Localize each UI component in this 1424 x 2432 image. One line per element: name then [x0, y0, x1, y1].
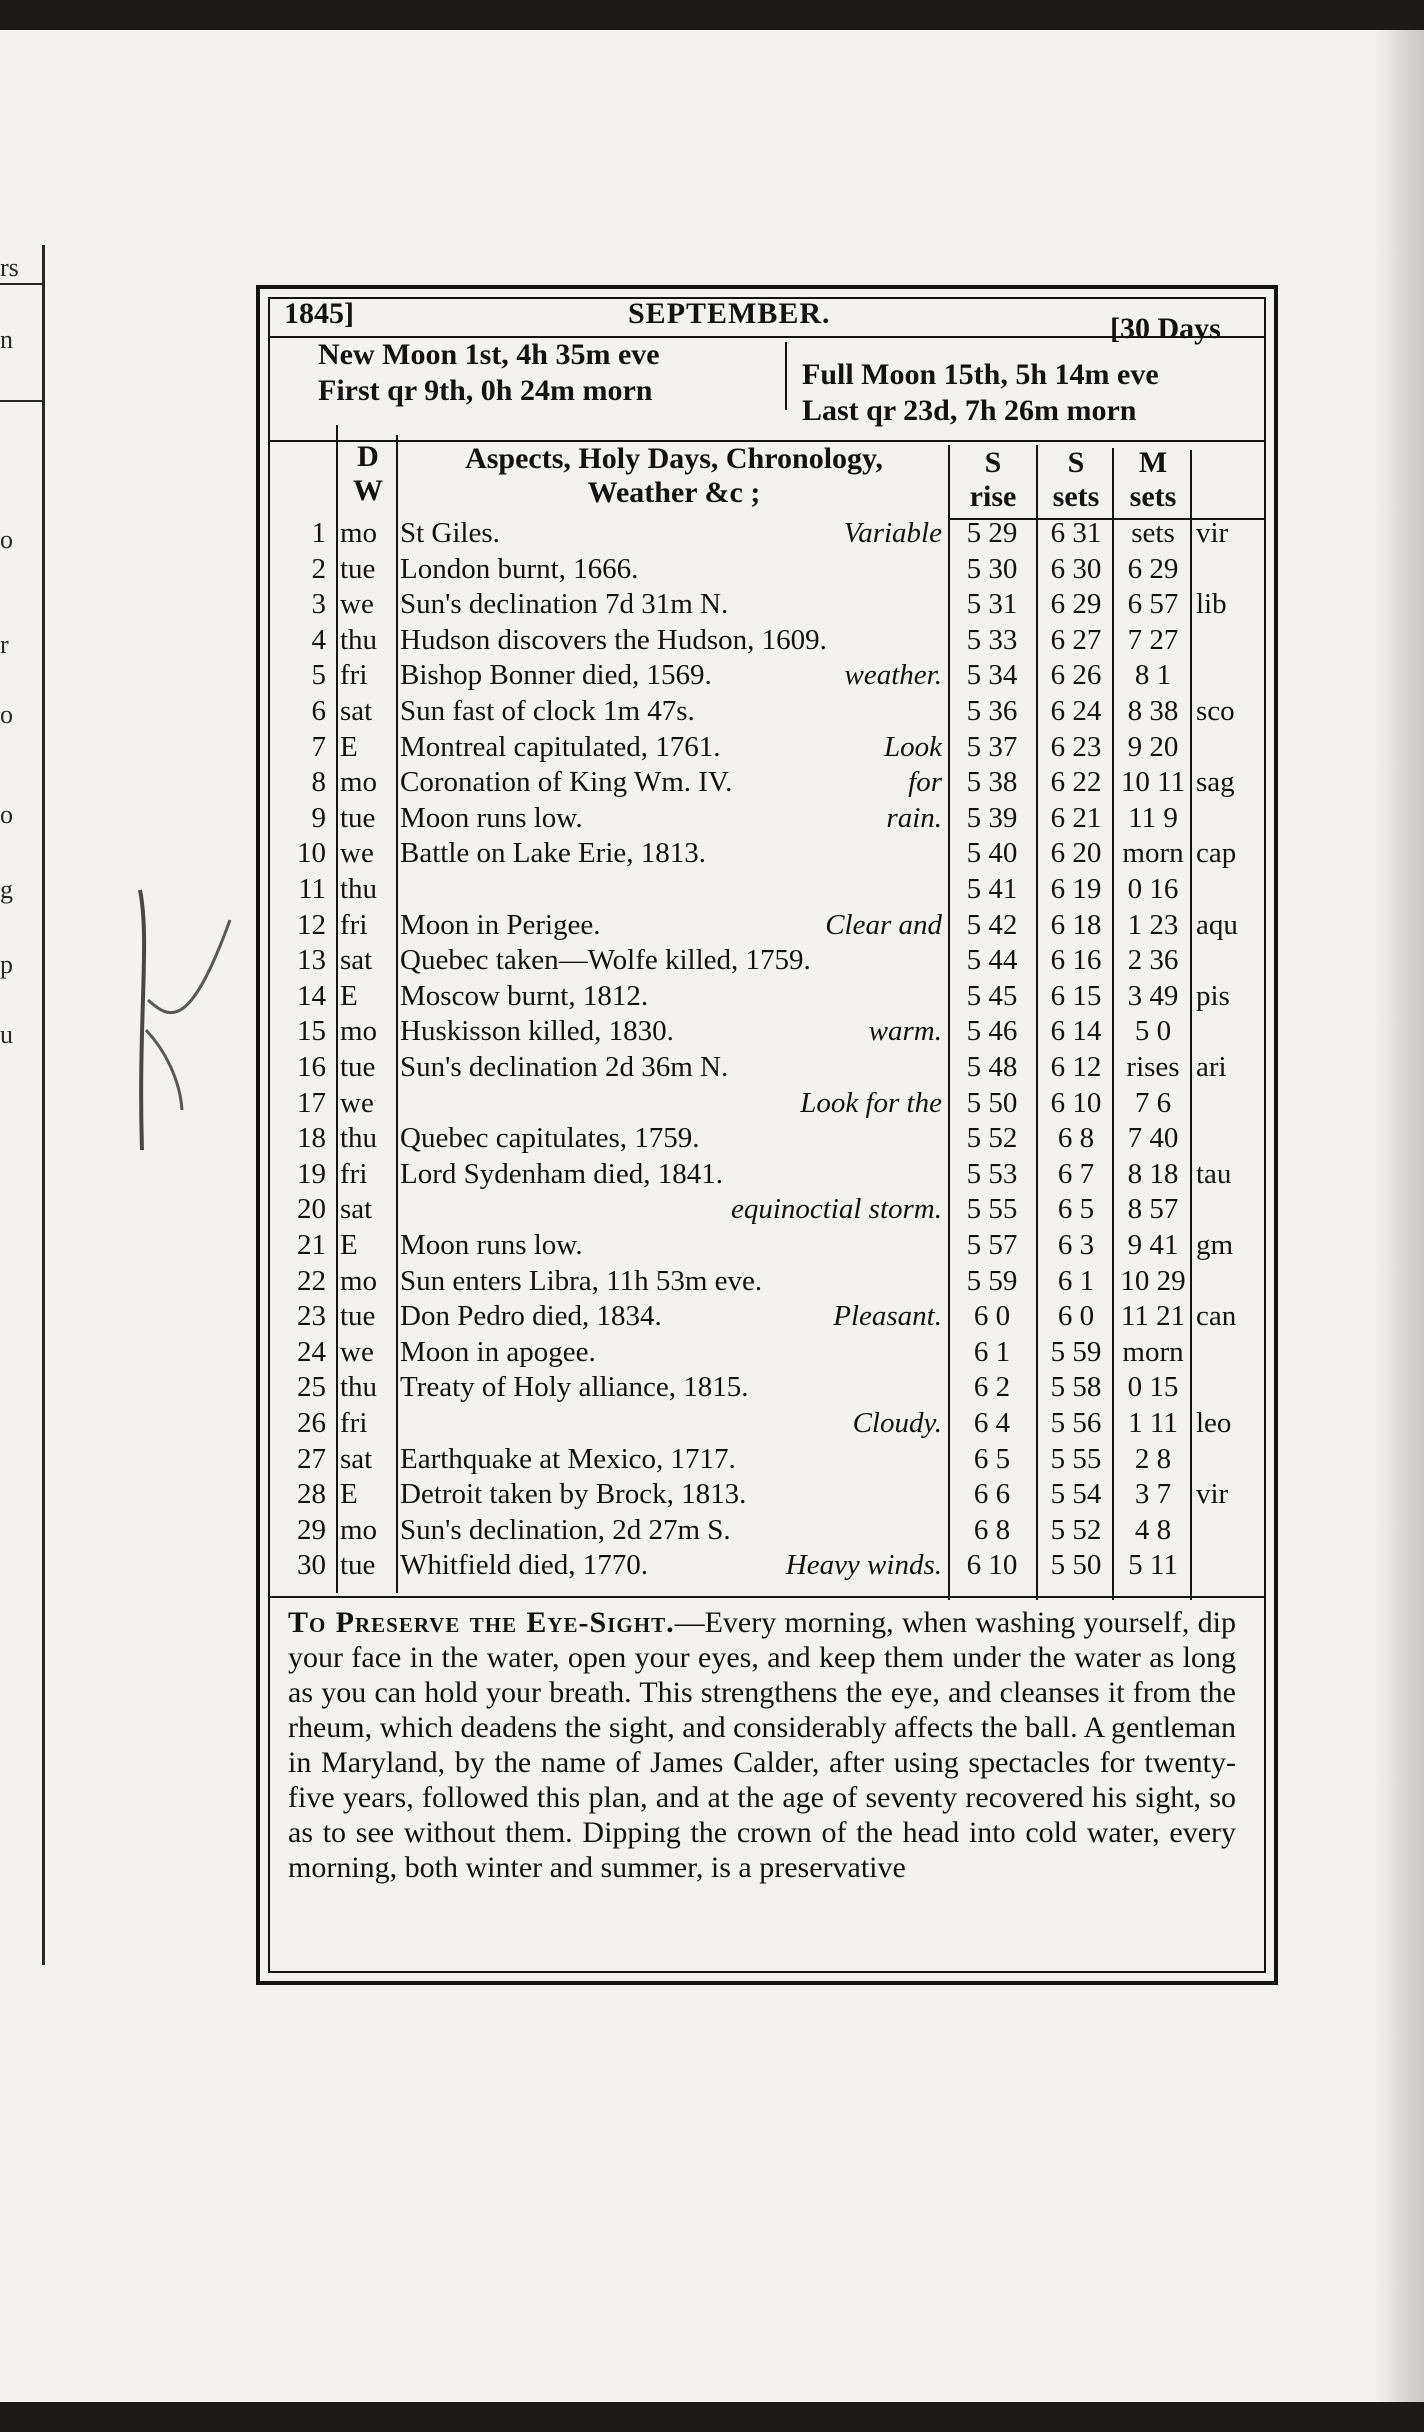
- weather-text: rain.: [886, 801, 942, 834]
- calendar-row: [0, 730, 1424, 765]
- day-number: 3: [311, 588, 326, 621]
- sun-set: 6 16: [1050, 944, 1102, 977]
- calendar-row: [0, 587, 1424, 622]
- day-of-week: we: [340, 588, 374, 621]
- moon-divider: [785, 342, 787, 410]
- event-text: Sun's declination 7d 31m N.: [400, 588, 729, 621]
- day-number: 10: [297, 837, 326, 870]
- sun-sets-heading-bottom: sets: [1052, 480, 1100, 513]
- sun-set: 6 1: [1057, 1264, 1095, 1297]
- day-number: 14: [297, 979, 326, 1012]
- moon-set: 5 0: [1134, 1015, 1172, 1048]
- sun-rise: 5 41: [966, 873, 1018, 905]
- calendar-row: [0, 694, 1424, 729]
- weather-text: Heavy winds.: [785, 1549, 942, 1582]
- aspects-heading: [400, 442, 948, 510]
- day-number: 5: [311, 659, 326, 692]
- day-number: 27: [297, 1442, 326, 1475]
- moon-set: morn: [1122, 837, 1184, 870]
- day-of-week: we: [340, 837, 374, 870]
- day-of-week: fri: [340, 1157, 368, 1190]
- moon-set: 8 38: [1127, 695, 1179, 727]
- sun-set: 6 26: [1050, 659, 1102, 692]
- calendar-row: [0, 1299, 1424, 1334]
- sun-rise: 5 44: [966, 944, 1018, 977]
- event-text: London burnt, 1666.: [400, 552, 639, 585]
- fragment-text: p: [0, 950, 13, 979]
- day-number: 6: [311, 695, 326, 727]
- day-of-week: sat: [340, 1193, 373, 1226]
- sun-rise: 5 40: [966, 837, 1018, 870]
- event-text: Moon runs low.: [400, 801, 583, 834]
- calendar-row: [0, 765, 1424, 800]
- sun-rise: 5 55: [966, 1193, 1018, 1226]
- day-of-week: E: [340, 730, 358, 763]
- zodiac-sign: can: [1196, 1300, 1237, 1333]
- day-of-week: tue: [340, 552, 376, 585]
- table-bottom-rule: [268, 1596, 1266, 1598]
- calendar-row: [0, 1264, 1424, 1299]
- zodiac-sign: vir: [1196, 1478, 1229, 1511]
- sun-rise: 5 59: [966, 1264, 1018, 1297]
- day-of-week: we: [340, 1086, 374, 1119]
- sun-sets-heading-top: S: [1067, 446, 1085, 479]
- day-of-week: fri: [340, 659, 368, 692]
- moon-set: 9 41: [1127, 1229, 1179, 1261]
- moon-set: 2 8: [1134, 1442, 1172, 1475]
- day-number: 1: [311, 517, 326, 549]
- moon-set: 4 8: [1134, 1513, 1172, 1546]
- weather-text: weather.: [844, 659, 942, 692]
- event-text: Moscow burnt, 1812.: [400, 979, 649, 1012]
- sun-rise: 5 42: [966, 908, 1018, 941]
- day-of-week: sat: [340, 1442, 373, 1475]
- fragment-text: g: [0, 875, 13, 904]
- sun-rise: 6 4: [973, 1407, 1011, 1439]
- event-text: Earthquake at Mexico, 1717.: [400, 1442, 736, 1475]
- sun-rise: 6 10: [966, 1549, 1018, 1582]
- sun-rise: 5 45: [966, 979, 1018, 1012]
- day-number: 25: [297, 1371, 326, 1404]
- sun-rise: 5 30: [966, 552, 1018, 585]
- aspects-heading-line1: Aspects, Holy Days, Chronology,: [465, 442, 883, 475]
- moon-sets-heading-top: M: [1138, 446, 1168, 479]
- calendar-row: [0, 1228, 1424, 1263]
- sun-rise: 5 57: [966, 1229, 1018, 1261]
- zodiac-sign: gm: [1196, 1229, 1234, 1261]
- day-of-week: thu: [340, 623, 378, 656]
- sun-rise: 6 5: [973, 1442, 1011, 1475]
- event-text: Moon runs low.: [400, 1229, 583, 1261]
- zodiac-sign: tau: [1196, 1157, 1232, 1190]
- day-of-week: mo: [340, 517, 378, 549]
- sun-rise-heading-top: S: [984, 446, 1002, 479]
- weather-text: for: [908, 766, 942, 799]
- moon-set: 6 29: [1127, 552, 1179, 585]
- fragment-text: r: [0, 630, 9, 659]
- sun-rise: 5 53: [966, 1157, 1018, 1190]
- day-of-week: sat: [340, 944, 373, 977]
- day-number: 23: [297, 1300, 326, 1333]
- sun-rise: 6 2: [973, 1371, 1011, 1404]
- calendar-row: [0, 658, 1424, 693]
- sun-set: 6 19: [1050, 873, 1102, 905]
- moon-set: 7 27: [1127, 623, 1179, 656]
- sun-rise-heading: [952, 446, 1034, 514]
- days-count: [30 Days: [1110, 312, 1221, 345]
- day-of-week: tue: [340, 1051, 376, 1083]
- weather-text: Clear and: [825, 908, 942, 941]
- day-number: 24: [297, 1335, 326, 1368]
- calendar-row: [0, 1406, 1424, 1441]
- sun-set: 6 3: [1057, 1229, 1095, 1261]
- day-number: 7: [311, 730, 326, 763]
- day-number: 16: [297, 1051, 326, 1083]
- calendar-row: [0, 1086, 1424, 1121]
- calendar-row: [0, 516, 1424, 551]
- day-of-week: thu: [340, 1122, 378, 1155]
- sun-set: 5 52: [1050, 1513, 1102, 1546]
- full-moon-text: Full Moon 15th, 5h 14m eve: [802, 358, 1159, 391]
- moon-set: 3 7: [1134, 1478, 1172, 1511]
- sun-rise: 5 37: [966, 730, 1018, 763]
- event-text: Bishop Bonner died, 1569.: [400, 659, 712, 692]
- sun-rise: 5 39: [966, 801, 1018, 834]
- day-number: 28: [297, 1478, 326, 1511]
- moon-set: 6 57: [1127, 588, 1179, 621]
- event-text: Lord Sydenham died, 1841.: [400, 1157, 723, 1190]
- weather-text: warm.: [868, 1015, 942, 1048]
- zodiac-sign: cap: [1196, 837, 1237, 870]
- sun-sets-heading: [1040, 446, 1112, 514]
- fragment-text: u: [0, 1020, 13, 1049]
- calendar-row: [0, 1370, 1424, 1405]
- calendar-row: [0, 623, 1424, 658]
- moon-set: morn: [1122, 1335, 1184, 1368]
- calendar-row: [0, 1335, 1424, 1370]
- day-number: 20: [297, 1193, 326, 1226]
- zodiac-sign: vir: [1196, 517, 1229, 549]
- day-of-week: E: [340, 979, 358, 1012]
- day-of-week: sat: [340, 695, 373, 727]
- sun-rise: 5 46: [966, 1015, 1018, 1048]
- event-text: Sun's declination, 2d 27m S.: [400, 1513, 731, 1546]
- sun-set: 6 12: [1050, 1051, 1102, 1083]
- event-text: Quebec taken—Wolfe killed, 1759.: [400, 944, 811, 977]
- sun-set: 6 20: [1050, 837, 1102, 870]
- sun-set: 6 23: [1050, 730, 1102, 763]
- day-of-week: E: [340, 1478, 358, 1511]
- first-quarter-text: First qr 9th, 0h 24m morn: [318, 374, 653, 407]
- sun-rise: 5 36: [966, 695, 1018, 727]
- day-of-week: mo: [340, 1015, 378, 1048]
- fragment-text: o: [0, 700, 13, 729]
- sun-set: 6 21: [1050, 801, 1102, 834]
- moon-set: 8 57: [1127, 1193, 1179, 1226]
- sun-set: 6 31: [1050, 517, 1102, 549]
- aspects-heading-line2: Weather &c ;: [587, 476, 761, 509]
- day-number: 13: [297, 944, 326, 977]
- sun-rise: 5 52: [966, 1122, 1018, 1155]
- moon-set: 9 20: [1127, 730, 1179, 763]
- day-of-week: thu: [340, 873, 378, 905]
- event-text: Hudson discovers the Hudson, 1609.: [400, 623, 827, 656]
- sun-set: 6 14: [1050, 1015, 1102, 1048]
- calendar-row: [0, 1014, 1424, 1049]
- day-number: 18: [297, 1122, 326, 1155]
- moon-sets-heading-bottom: sets: [1129, 480, 1177, 513]
- day-of-week: fri: [340, 1407, 368, 1439]
- last-quarter-text: Last qr 23d, 7h 26m morn: [802, 394, 1137, 427]
- moon-set: 10 11: [1120, 766, 1186, 799]
- day-number: 15: [297, 1015, 326, 1048]
- day-number: 19: [297, 1157, 326, 1190]
- sun-set: 6 7: [1057, 1157, 1095, 1190]
- calendar-row: [0, 979, 1424, 1014]
- event-text: Detroit taken by Brock, 1813.: [400, 1478, 747, 1511]
- day-of-week: tue: [340, 1549, 376, 1582]
- sun-rise-heading-bottom: rise: [969, 480, 1017, 513]
- event-text: Moon in Perigee.: [400, 908, 601, 941]
- sun-rise: 5 31: [966, 588, 1018, 621]
- sun-set: 6 15: [1050, 979, 1102, 1012]
- sun-rise: 5 29: [966, 517, 1018, 549]
- event-text: Battle on Lake Erie, 1813.: [400, 837, 707, 870]
- sun-rise: 5 38: [966, 766, 1018, 799]
- moon-set: 11 21: [1120, 1300, 1186, 1333]
- weather-text: Cloudy.: [852, 1407, 942, 1439]
- day-of-week: E: [340, 1229, 358, 1261]
- day-of-week: mo: [340, 1264, 378, 1297]
- day-of-week: we: [340, 1335, 374, 1368]
- calendar-row: [0, 1121, 1424, 1156]
- moon-set: 3 49: [1127, 979, 1179, 1012]
- weather-text: Look for the: [800, 1086, 942, 1119]
- day-number: 22: [297, 1264, 326, 1297]
- sun-rise: 5 48: [966, 1051, 1018, 1083]
- moon-set: sets: [1131, 517, 1175, 549]
- event-text: Treaty of Holy alliance, 1815.: [400, 1371, 749, 1404]
- event-text: Montreal capitulated, 1761.: [400, 730, 721, 763]
- moon-set: 1 11: [1128, 1407, 1178, 1439]
- sun-set: 5 58: [1050, 1371, 1102, 1404]
- month-title: SEPTEMBER.: [628, 297, 831, 330]
- sun-set: 6 24: [1050, 695, 1102, 727]
- zodiac-sign: pis: [1196, 979, 1230, 1012]
- moon-set: 10 29: [1120, 1264, 1186, 1297]
- sun-rise: 6 0: [973, 1300, 1011, 1333]
- fragment-rule: [0, 400, 42, 402]
- moon-set: 5 11: [1128, 1549, 1178, 1582]
- zodiac-sign: leo: [1196, 1407, 1232, 1439]
- note-heading: To Preserve the Eye-Sight.: [288, 1606, 675, 1639]
- day-of-week: mo: [340, 1513, 378, 1546]
- dw-heading: [340, 440, 396, 508]
- calendar-row: [0, 1548, 1424, 1583]
- event-text: Sun enters Libra, 11h 53m eve.: [400, 1264, 763, 1297]
- calendar-row: [0, 908, 1424, 943]
- sun-set: 6 0: [1057, 1300, 1095, 1333]
- sun-rise: 6 6: [973, 1478, 1011, 1511]
- sun-rise: 5 33: [966, 623, 1018, 656]
- fragment-text: o: [0, 800, 13, 829]
- day-number: 12: [297, 908, 326, 941]
- zodiac-sign: sco: [1196, 695, 1235, 727]
- calendar-row: [0, 552, 1424, 587]
- moon-set: 1 23: [1127, 908, 1179, 941]
- day-number: 26: [297, 1407, 326, 1439]
- sun-set: 5 50: [1050, 1549, 1102, 1582]
- event-text: Whitfield died, 1770.: [400, 1549, 649, 1582]
- moon-set: rises: [1126, 1051, 1180, 1083]
- calendar-row: [0, 943, 1424, 978]
- sun-set: 6 10: [1050, 1086, 1102, 1119]
- event-text: Huskisson killed, 1830.: [400, 1015, 674, 1048]
- sun-set: 6 30: [1050, 552, 1102, 585]
- eyesight-note: [288, 1605, 1236, 1885]
- moon-set: 7 40: [1127, 1122, 1179, 1155]
- weather-text: equinoctial storm.: [730, 1193, 942, 1226]
- sun-rise: 6 8: [973, 1513, 1011, 1546]
- event-text: Sun's declination 2d 36m N.: [400, 1051, 729, 1083]
- day-number: 29: [297, 1513, 326, 1546]
- moon-set: 0 15: [1127, 1371, 1179, 1404]
- day-number: 9: [311, 801, 326, 834]
- zodiac-sign: aqu: [1196, 908, 1238, 941]
- weather-text: Look: [884, 730, 942, 763]
- day-of-week: tue: [340, 1300, 376, 1333]
- dw-heading-bottom: W: [353, 474, 383, 507]
- event-text: Moon in apogee.: [400, 1335, 596, 1368]
- weather-text: Pleasant.: [833, 1300, 942, 1333]
- calendar-row: [0, 1192, 1424, 1227]
- sun-set: 5 56: [1050, 1407, 1102, 1439]
- fragment-rule: [0, 283, 42, 285]
- sun-rise: 5 50: [966, 1086, 1018, 1119]
- moon-sets-heading: [1116, 446, 1190, 514]
- fragment-text: n: [0, 325, 13, 354]
- zodiac-sign: ari: [1196, 1051, 1227, 1083]
- day-number: 30: [297, 1549, 326, 1582]
- day-of-week: tue: [340, 801, 376, 834]
- sun-set: 5 59: [1050, 1335, 1102, 1368]
- day-number: 17: [297, 1086, 326, 1119]
- dw-heading-top: D: [357, 440, 379, 473]
- weather-text: Variable: [843, 517, 942, 549]
- day-number: 11: [298, 873, 326, 905]
- day-number: 2: [311, 552, 326, 585]
- zodiac-sign: lib: [1196, 588, 1227, 621]
- event-text: Sun fast of clock 1m 47s.: [400, 695, 695, 727]
- calendar-row: [0, 872, 1424, 907]
- moon-set: 2 36: [1127, 944, 1179, 977]
- day-number: 4: [311, 623, 326, 656]
- day-number: 21: [297, 1229, 326, 1261]
- calendar-row: [0, 1442, 1424, 1477]
- calendar-row: [0, 1477, 1424, 1512]
- event-text: Quebec capitulates, 1759.: [400, 1122, 700, 1155]
- sun-rise: 5 34: [966, 659, 1018, 692]
- year-label: 1845]: [284, 297, 354, 330]
- sun-set: 6 27: [1050, 623, 1102, 656]
- moon-set: 8 18: [1127, 1157, 1179, 1190]
- day-of-week: fri: [340, 908, 368, 941]
- moon-set: 7 6: [1134, 1086, 1172, 1119]
- day-of-week: mo: [340, 766, 378, 799]
- sun-rise: 6 1: [973, 1335, 1011, 1368]
- fragment-text: o: [0, 525, 13, 554]
- sun-set: 6 8: [1057, 1122, 1095, 1155]
- sun-set: 5 55: [1050, 1442, 1102, 1475]
- calendar-row: [0, 1050, 1424, 1085]
- sun-set: 6 29: [1050, 588, 1102, 621]
- moon-set: 8 1: [1134, 659, 1172, 692]
- zodiac-sign: sag: [1196, 766, 1235, 799]
- sun-set: 6 18: [1050, 908, 1102, 941]
- event-text: Don Pedro died, 1834.: [400, 1300, 662, 1333]
- note-body: —Every morning, when washing yourself, dip your face in the water, open your eyes, and keep them under the water as long as you can hold your breath. This strengthens the eye, and cleanses it from the rheum, which deadens the sight, and considerably affects the ball. A gentleman in Maryland, by the name of James Calder, after using spectacles for twenty-five years, followed this plan, and at the age of seventy recovered his sight, so as to see without them. Dipping the crown of the head into cold water, every morning, both winter and summer, is a preservative: [288, 1606, 1236, 1884]
- calendar-row: [0, 801, 1424, 836]
- fragment-text: rs: [0, 253, 19, 282]
- calendar-row: [0, 836, 1424, 871]
- day-of-week: thu: [340, 1371, 378, 1404]
- sun-set: 6 5: [1057, 1193, 1095, 1226]
- event-text: St Giles.: [400, 517, 500, 549]
- moon-set: 11 9: [1128, 801, 1178, 834]
- day-number: 8: [311, 766, 326, 799]
- new-moon-text: New Moon 1st, 4h 35m eve: [318, 338, 660, 371]
- calendar-row: [0, 1513, 1424, 1548]
- event-text: Coronation of King Wm. IV.: [400, 766, 733, 799]
- sun-set: 6 22: [1050, 766, 1102, 799]
- calendar-row: [0, 1157, 1424, 1192]
- moon-set: 0 16: [1127, 873, 1179, 905]
- sun-set: 5 54: [1050, 1478, 1102, 1511]
